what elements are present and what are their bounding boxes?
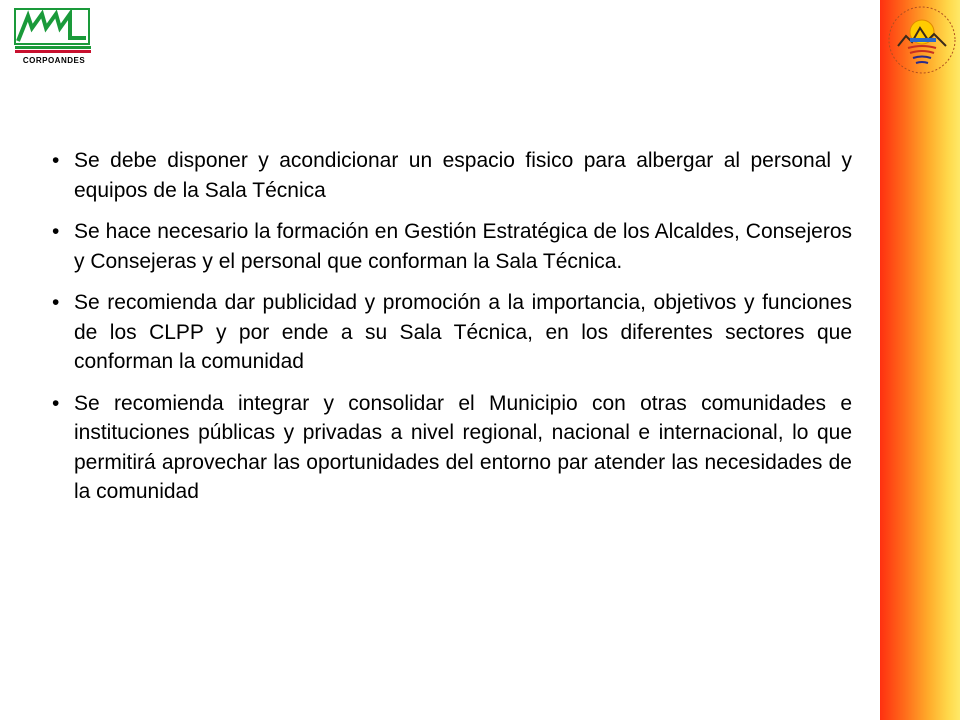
decorative-side-band	[880, 0, 960, 720]
corpoandes-logo	[14, 8, 92, 65]
list-item	[52, 146, 852, 205]
bullet-icon: •	[52, 391, 60, 415]
bullet-icon: •	[52, 220, 60, 243]
list-item	[52, 389, 852, 507]
corpoandes-logo-icon	[14, 8, 92, 54]
list-item	[52, 217, 852, 276]
bullet-text: Se recomienda integrar y consolidar el Municipio con otras comunidades e instituciones públicas y privadas a nivel regional, nacional e internacional, lo que permitirá aprovechar las oportunidades del entorno par atender las necesidades de la comunidad	[74, 391, 852, 503]
bullet-list	[52, 146, 852, 519]
list-item	[52, 288, 852, 377]
bullet-text: Se recomienda dar publicidad y promoción a la importancia, objetivos y funciones de los CLPP y por ende a su Sala Técnica, en los diferentes sectores que conforman la comunidad	[74, 291, 852, 373]
emblem-logo-icon	[884, 2, 960, 78]
bullet-text: Se debe disponer y acondicionar un espacio fisico para albergar al personal y equipos de la Sala Técnica	[74, 149, 852, 202]
bullet-text: Se hace necesario la formación en Gestión Estratégica de los Alcaldes, Consejeros y Consejeras y el personal que conforman la Sala Técnica.	[74, 220, 852, 273]
logo-text: CORPOANDES	[22, 56, 86, 65]
bullet-icon: •	[52, 291, 60, 314]
bullet-icon: •	[52, 149, 60, 172]
